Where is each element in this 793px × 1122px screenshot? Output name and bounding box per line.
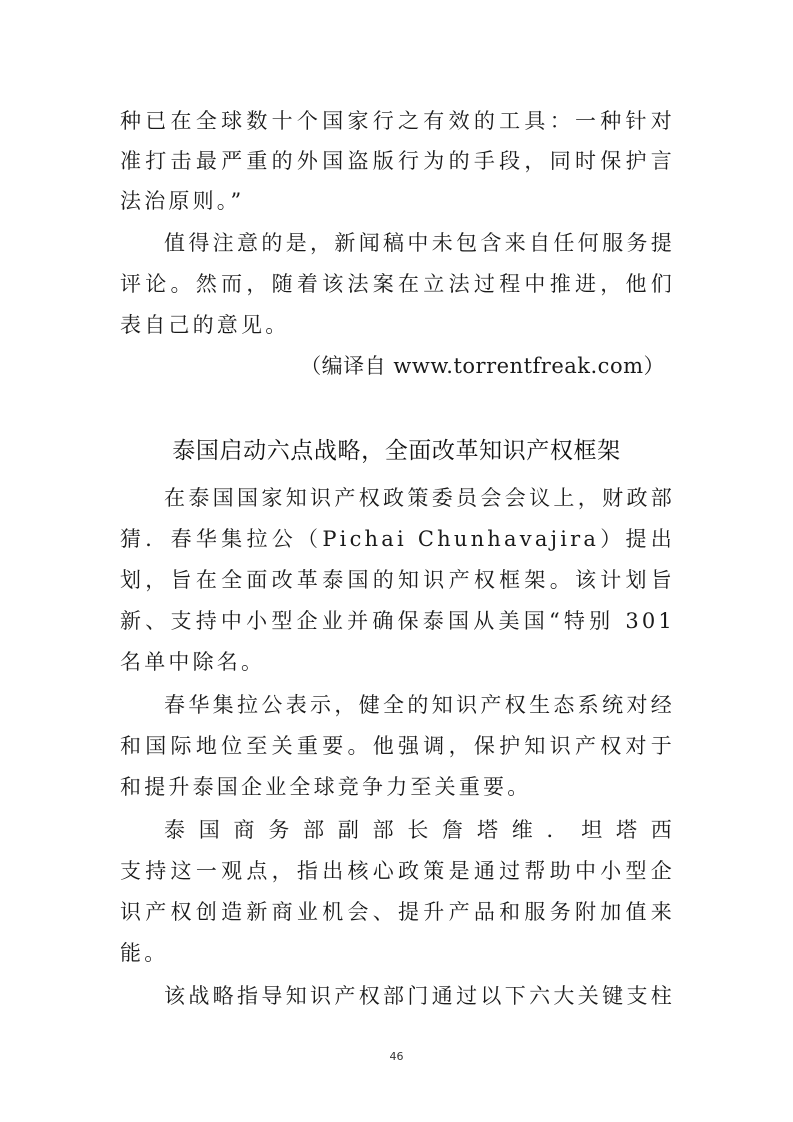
text-line: 名单中除名。 [120, 650, 266, 674]
text-line: 和提升泰国企业全球竞争力至关重要。 [120, 775, 532, 799]
text-line: 种已在全球数十个国家行之有效的工具：一种针对 [120, 109, 675, 133]
text-line: 和国际地位至关重要。他强调，保护知识产权对于 [120, 734, 675, 758]
text-line: 表自己的意见。 [120, 313, 290, 337]
text-line: 新、支持中小型企业并确保泰国从美国“特别 301 [120, 609, 675, 633]
text-line: 评论。然而，随着该法案在立法过程中推进，他们 [120, 272, 675, 296]
text-line: 泰国商务部副部长詹塔维．坦塔西 [164, 818, 675, 842]
text-line: 该战略指导知识产权部门通过以下六大关键支柱 [164, 984, 675, 1008]
text-line: 识产权创造新商业机会、提升产品和服务附加值来 [120, 900, 675, 924]
text-line: 能。 [120, 941, 169, 965]
text-line: 在泰国国家知识产权政策委员会会议上，财政部 [164, 486, 675, 510]
article-heading: 泰国启动六点战略，全面改革知识产权框架 [172, 438, 621, 464]
text-line: 准打击最严重的外国盗版行为的手段，同时保护言 [120, 149, 675, 173]
text-line: 划，旨在全面改革泰国的知识产权框架。该计划旨 [120, 568, 675, 592]
text-line: 支持这一观点，指出核心政策是通过帮助中小型企 [120, 859, 675, 883]
text-line: 法治原则。” [120, 189, 245, 213]
text-line: 猜．春华集拉公（Pichai Chunhavajira）提出 [120, 527, 675, 551]
text-line: 春华集拉公表示，健全的知识产权生态系统对经 [164, 693, 675, 717]
source-attribution: （编译自 www.torrentfreak.com） [300, 354, 665, 378]
text-line: 值得注意的是，新闻稿中未包含来自任何服务提 [164, 231, 675, 255]
page-number: 46 [389, 1050, 404, 1063]
